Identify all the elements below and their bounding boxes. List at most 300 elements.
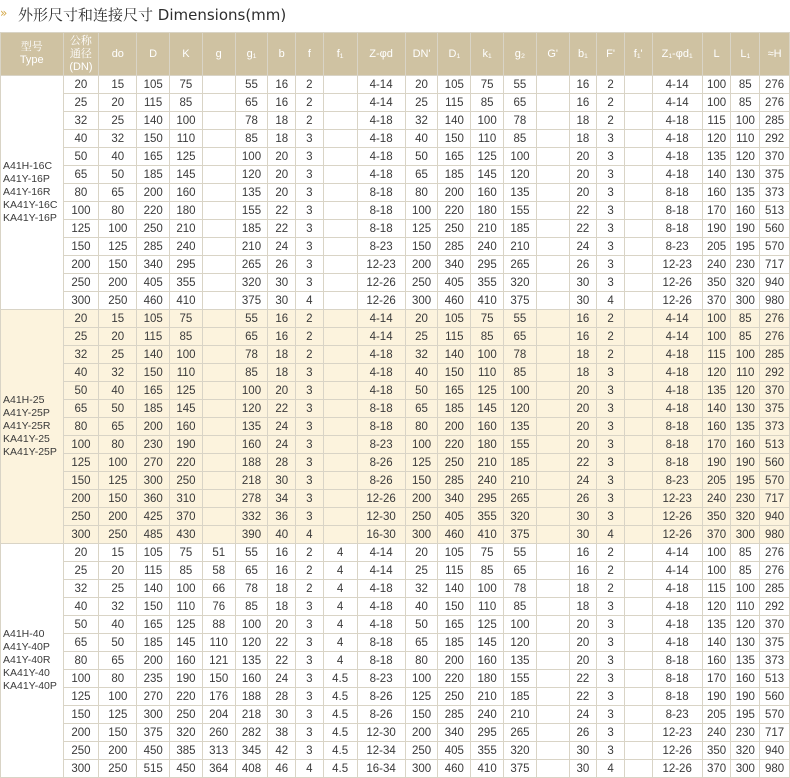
table-cell: 38 xyxy=(268,724,296,742)
table-cell: 12-26 xyxy=(652,274,702,292)
table-cell: 250 xyxy=(438,688,471,706)
table-cell: 20 xyxy=(569,616,597,634)
table-cell: 4-14 xyxy=(357,76,405,94)
table-cell: 76 xyxy=(202,598,235,616)
table-cell: 75 xyxy=(170,544,203,562)
table-cell: 370 xyxy=(702,760,731,778)
table-cell: 165 xyxy=(438,616,471,634)
table-cell xyxy=(624,274,652,292)
table-cell xyxy=(323,400,357,418)
table-cell: 85 xyxy=(235,364,268,382)
table-cell: 200 xyxy=(438,652,471,670)
table-cell: 12-30 xyxy=(357,724,405,742)
table-cell xyxy=(536,202,569,220)
table-cell: 80 xyxy=(63,418,99,436)
table-cell: 8-18 xyxy=(652,652,702,670)
table-cell: 110 xyxy=(471,364,504,382)
table-cell: 135 xyxy=(702,148,731,166)
table-cell: 310 xyxy=(170,490,203,508)
table-cell: 135 xyxy=(702,616,731,634)
table-cell: 110 xyxy=(471,130,504,148)
table-cell: 3 xyxy=(597,724,625,742)
table-cell: 340 xyxy=(137,256,170,274)
table-cell: 30 xyxy=(268,292,296,310)
table-cell: 320 xyxy=(731,742,760,760)
table-cell xyxy=(536,310,569,328)
table-cell: 3 xyxy=(296,472,324,490)
type-label: KA41Y-40 xyxy=(3,667,50,679)
table-cell: 80 xyxy=(405,652,438,670)
table-cell: 195 xyxy=(731,472,760,490)
table-cell xyxy=(536,256,569,274)
table-cell: 150 xyxy=(405,472,438,490)
table-cell: 100 xyxy=(63,670,99,688)
table-cell: 2 xyxy=(296,94,324,112)
table-cell: 276 xyxy=(760,76,790,94)
table-cell xyxy=(624,238,652,256)
table-cell: 100 xyxy=(731,346,760,364)
table-cell: 300 xyxy=(731,292,760,310)
table-cell: 80 xyxy=(99,670,137,688)
table-cell xyxy=(536,760,569,778)
table-cell: 85 xyxy=(471,94,504,112)
table-row xyxy=(1,436,790,454)
table-cell xyxy=(202,364,235,382)
column-header: b₁ xyxy=(569,33,597,76)
table-cell: 78 xyxy=(504,580,537,598)
table-row xyxy=(1,454,790,472)
table-cell: 570 xyxy=(760,472,790,490)
table-cell: 285 xyxy=(760,112,790,130)
table-cell: 450 xyxy=(137,742,170,760)
table-cell: 85 xyxy=(471,328,504,346)
table-cell xyxy=(536,130,569,148)
table-cell: 3 xyxy=(597,688,625,706)
table-cell: 105 xyxy=(438,76,471,94)
table-cell: 32 xyxy=(63,580,99,598)
table-cell: 100 xyxy=(702,562,731,580)
table-cell: 20 xyxy=(99,562,137,580)
table-cell: 4-14 xyxy=(652,562,702,580)
table-cell: 3 xyxy=(597,418,625,436)
table-cell xyxy=(624,256,652,274)
table-cell: 100 xyxy=(405,436,438,454)
table-cell xyxy=(536,544,569,562)
table-cell: 980 xyxy=(760,292,790,310)
table-cell: 3 xyxy=(296,364,324,382)
table-cell: 160 xyxy=(170,652,203,670)
table-row xyxy=(1,508,790,526)
table-cell: 385 xyxy=(170,742,203,760)
table-cell: 375 xyxy=(504,526,537,544)
table-cell: 980 xyxy=(760,526,790,544)
table-cell: 145 xyxy=(471,634,504,652)
table-cell: 340 xyxy=(438,490,471,508)
table-cell: 355 xyxy=(471,742,504,760)
table-cell xyxy=(536,292,569,310)
table-cell: 46 xyxy=(268,760,296,778)
column-header: D xyxy=(137,33,170,76)
table-row xyxy=(1,148,790,166)
table-cell: 3 xyxy=(296,454,324,472)
table-cell: 220 xyxy=(438,436,471,454)
table-cell: 4-18 xyxy=(652,112,702,130)
table-cell: 145 xyxy=(170,166,203,184)
table-cell: 66 xyxy=(202,580,235,598)
table-cell: 140 xyxy=(137,346,170,364)
table-cell: 8-18 xyxy=(652,184,702,202)
table-cell: 50 xyxy=(63,382,99,400)
table-cell: 16 xyxy=(268,310,296,328)
table-row xyxy=(1,292,790,310)
table-row xyxy=(1,382,790,400)
table-cell: 285 xyxy=(438,706,471,724)
table-cell: 240 xyxy=(471,706,504,724)
table-cell: 332 xyxy=(235,508,268,526)
table-cell: 265 xyxy=(504,256,537,274)
table-cell xyxy=(202,418,235,436)
table-cell: 4-18 xyxy=(357,112,405,130)
table-cell xyxy=(624,400,652,418)
table-cell: 16 xyxy=(569,94,597,112)
table-cell: 200 xyxy=(99,508,137,526)
table-cell: 300 xyxy=(405,292,438,310)
table-cell: 145 xyxy=(170,400,203,418)
table-cell xyxy=(323,526,357,544)
table-cell: 20 xyxy=(569,166,597,184)
table-cell: 250 xyxy=(63,508,99,526)
table-cell xyxy=(202,472,235,490)
table-cell: 100 xyxy=(702,328,731,346)
table-cell: 375 xyxy=(760,634,790,652)
table-cell xyxy=(624,508,652,526)
table-cell: 200 xyxy=(405,490,438,508)
table-cell: 85 xyxy=(170,562,203,580)
table-cell: 12-26 xyxy=(357,490,405,508)
table-cell: 30 xyxy=(569,526,597,544)
table-cell: 230 xyxy=(731,490,760,508)
table-cell: 140 xyxy=(702,634,731,652)
table-cell: 2 xyxy=(597,346,625,364)
table-cell: 155 xyxy=(504,670,537,688)
table-cell: 85 xyxy=(731,544,760,562)
table-cell: 4-18 xyxy=(357,598,405,616)
table-cell: 370 xyxy=(760,382,790,400)
table-cell: 4 xyxy=(296,292,324,310)
table-cell: 250 xyxy=(405,742,438,760)
table-cell: 100 xyxy=(702,94,731,112)
column-header: Z₁-φd₁ xyxy=(652,33,702,76)
table-cell: 3 xyxy=(296,148,324,166)
table-cell: 320 xyxy=(504,508,537,526)
table-cell: 450 xyxy=(170,760,203,778)
table-cell: 135 xyxy=(731,418,760,436)
column-header: g₂ xyxy=(504,33,537,76)
table-cell: 55 xyxy=(235,544,268,562)
table-cell: 278 xyxy=(235,490,268,508)
table-row xyxy=(1,490,790,508)
table-cell xyxy=(202,508,235,526)
table-cell: 40 xyxy=(99,148,137,166)
table-cell: 125 xyxy=(405,688,438,706)
table-cell: 65 xyxy=(235,328,268,346)
table-cell: 4 xyxy=(323,634,357,652)
table-cell xyxy=(536,112,569,130)
table-cell: 205 xyxy=(702,472,731,490)
table-cell: 8-18 xyxy=(357,202,405,220)
table-cell: 16 xyxy=(569,562,597,580)
table-cell: 105 xyxy=(137,544,170,562)
table-cell: 4-18 xyxy=(652,346,702,364)
table-cell: 125 xyxy=(405,220,438,238)
table-cell: 405 xyxy=(438,508,471,526)
table-cell xyxy=(202,94,235,112)
table-cell: 22 xyxy=(569,202,597,220)
table-cell: 3 xyxy=(296,490,324,508)
table-cell xyxy=(202,400,235,418)
table-cell: 176 xyxy=(202,688,235,706)
column-header: G' xyxy=(536,33,569,76)
table-cell xyxy=(624,688,652,706)
table-cell: 3 xyxy=(597,742,625,760)
table-cell: 105 xyxy=(137,310,170,328)
table-cell: 125 xyxy=(63,454,99,472)
table-cell: 210 xyxy=(471,220,504,238)
table-cell: 4-18 xyxy=(652,616,702,634)
table-cell: 125 xyxy=(170,382,203,400)
table-row xyxy=(1,742,790,760)
table-cell: 4-14 xyxy=(652,76,702,94)
table-cell: 4 xyxy=(597,526,625,544)
table-cell: 513 xyxy=(760,436,790,454)
table-cell: 20 xyxy=(405,544,438,562)
table-cell: 100 xyxy=(235,148,268,166)
table-cell: 980 xyxy=(760,760,790,778)
table-cell: 3 xyxy=(597,472,625,490)
table-cell: 3 xyxy=(597,130,625,148)
table-cell: 140 xyxy=(438,580,471,598)
table-cell: 2 xyxy=(296,562,324,580)
table-cell: 180 xyxy=(471,436,504,454)
table-cell: 250 xyxy=(170,472,203,490)
table-cell: 20 xyxy=(569,418,597,436)
table-cell: 190 xyxy=(170,436,203,454)
table-cell: 300 xyxy=(405,526,438,544)
table-cell xyxy=(202,292,235,310)
table-cell: 375 xyxy=(760,166,790,184)
table-cell: 65 xyxy=(99,184,137,202)
table-cell: 3 xyxy=(597,598,625,616)
table-cell: 120 xyxy=(235,400,268,418)
table-cell: 8-23 xyxy=(357,436,405,454)
column-header: DN' xyxy=(405,33,438,76)
table-cell: 120 xyxy=(504,400,537,418)
table-cell xyxy=(202,238,235,256)
table-cell: 265 xyxy=(504,490,537,508)
column-header: g xyxy=(202,33,235,76)
table-cell: 16 xyxy=(268,544,296,562)
table-cell: 16 xyxy=(268,562,296,580)
table-row xyxy=(1,526,790,544)
table-cell: 320 xyxy=(170,724,203,742)
table-cell: 32 xyxy=(99,364,137,382)
table-cell: 100 xyxy=(504,148,537,166)
table-cell xyxy=(624,382,652,400)
table-cell: 40 xyxy=(405,130,438,148)
table-cell: 180 xyxy=(170,202,203,220)
table-cell: 50 xyxy=(63,616,99,634)
table-cell: 135 xyxy=(235,418,268,436)
table-cell: 110 xyxy=(731,364,760,382)
table-cell: 65 xyxy=(405,634,438,652)
table-cell: 80 xyxy=(405,184,438,202)
table-row xyxy=(1,202,790,220)
table-cell xyxy=(202,148,235,166)
table-cell: 3 xyxy=(597,454,625,472)
table-cell: 150 xyxy=(99,256,137,274)
table-cell: 100 xyxy=(99,454,137,472)
table-cell: 4-18 xyxy=(357,580,405,598)
table-cell: 140 xyxy=(438,346,471,364)
table-cell: 3 xyxy=(597,256,625,274)
table-cell: 285 xyxy=(760,346,790,364)
table-cell: 285 xyxy=(137,238,170,256)
table-cell: 42 xyxy=(268,742,296,760)
table-cell: 12-26 xyxy=(652,292,702,310)
table-cell: 125 xyxy=(170,616,203,634)
table-cell: 18 xyxy=(569,346,597,364)
table-cell: 125 xyxy=(170,148,203,166)
table-cell xyxy=(323,130,357,148)
table-cell: 58 xyxy=(202,562,235,580)
table-cell: 295 xyxy=(471,256,504,274)
table-cell: 75 xyxy=(471,544,504,562)
table-cell xyxy=(624,472,652,490)
table-cell: 355 xyxy=(471,508,504,526)
table-cell: 32 xyxy=(405,112,438,130)
table-cell: 375 xyxy=(504,292,537,310)
table-cell xyxy=(624,364,652,382)
table-row xyxy=(1,328,790,346)
table-cell: 200 xyxy=(405,256,438,274)
table-cell: 100 xyxy=(405,670,438,688)
table-cell: 195 xyxy=(731,238,760,256)
table-cell xyxy=(536,490,569,508)
table-cell: 4-18 xyxy=(357,616,405,634)
table-cell: 3 xyxy=(597,508,625,526)
table-cell: 250 xyxy=(99,526,137,544)
type-label: A41H-40 xyxy=(3,628,45,640)
table-cell: 250 xyxy=(99,760,137,778)
table-cell: 375 xyxy=(235,292,268,310)
table-cell: 4-18 xyxy=(652,148,702,166)
header-row xyxy=(1,33,790,76)
table-row xyxy=(1,184,790,202)
table-cell: 135 xyxy=(731,184,760,202)
table-cell: 160 xyxy=(170,418,203,436)
table-cell: 16 xyxy=(569,310,597,328)
table-cell xyxy=(536,706,569,724)
table-cell: 250 xyxy=(438,220,471,238)
table-cell: 150 xyxy=(202,670,235,688)
table-cell xyxy=(202,184,235,202)
table-cell: 370 xyxy=(170,508,203,526)
table-cell: 717 xyxy=(760,724,790,742)
table-cell xyxy=(323,292,357,310)
table-cell: 65 xyxy=(504,94,537,112)
table-row xyxy=(1,616,790,634)
table-cell: 24 xyxy=(268,670,296,688)
table-cell: 250 xyxy=(405,274,438,292)
table-cell: 3 xyxy=(296,382,324,400)
table-cell: 4-18 xyxy=(652,364,702,382)
table-cell: 20 xyxy=(405,76,438,94)
column-header: Z-φd xyxy=(357,33,405,76)
table-cell: 3 xyxy=(597,400,625,418)
table-cell xyxy=(323,202,357,220)
table-cell: 80 xyxy=(99,202,137,220)
table-cell: 3 xyxy=(296,436,324,454)
table-row xyxy=(1,112,790,130)
table-cell: 265 xyxy=(235,256,268,274)
table-cell: 3 xyxy=(597,706,625,724)
table-cell: 8-18 xyxy=(652,436,702,454)
table-cell: 276 xyxy=(760,562,790,580)
table-cell: 100 xyxy=(731,112,760,130)
table-cell: 150 xyxy=(63,706,99,724)
table-cell: 16-34 xyxy=(357,760,405,778)
table-cell: 375 xyxy=(504,760,537,778)
table-cell: 16 xyxy=(268,328,296,346)
table-cell: 22 xyxy=(569,220,597,238)
table-cell: 185 xyxy=(235,220,268,238)
table-cell: 285 xyxy=(438,238,471,256)
table-cell: 150 xyxy=(405,238,438,256)
table-cell xyxy=(536,148,569,166)
table-cell: 4 xyxy=(323,598,357,616)
table-cell: 40 xyxy=(99,382,137,400)
table-cell: 190 xyxy=(170,670,203,688)
table-cell: 18 xyxy=(268,580,296,598)
column-header: b xyxy=(268,33,296,76)
table-cell: 26 xyxy=(569,490,597,508)
table-cell: 40 xyxy=(63,364,99,382)
table-cell: 18 xyxy=(569,598,597,616)
column-header: f₁' xyxy=(624,33,652,76)
table-cell: 373 xyxy=(760,184,790,202)
table-cell: 405 xyxy=(438,274,471,292)
table-cell: 150 xyxy=(99,490,137,508)
table-cell xyxy=(624,526,652,544)
table-cell xyxy=(323,148,357,166)
table-cell: 125 xyxy=(405,454,438,472)
table-cell xyxy=(202,454,235,472)
table-cell: 32 xyxy=(99,130,137,148)
table-cell: 24 xyxy=(569,472,597,490)
table-cell: 12-26 xyxy=(357,292,405,310)
table-cell: 150 xyxy=(63,238,99,256)
table-cell: 28 xyxy=(268,688,296,706)
table-cell xyxy=(323,184,357,202)
table-cell: 8-18 xyxy=(357,220,405,238)
table-cell: 34 xyxy=(268,490,296,508)
table-cell: 18 xyxy=(569,364,597,382)
table-cell: 320 xyxy=(504,274,537,292)
table-cell: 218 xyxy=(235,472,268,490)
table-cell: 276 xyxy=(760,310,790,328)
table-cell: 36 xyxy=(268,508,296,526)
table-cell: 3 xyxy=(296,130,324,148)
